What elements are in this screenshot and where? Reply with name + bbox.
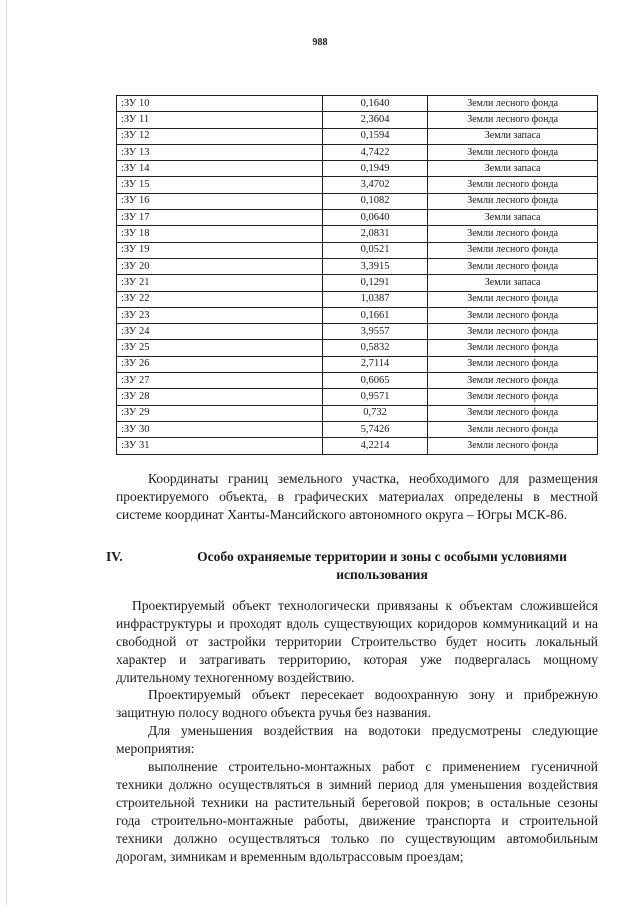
plot-category-cell: Земли лесного фонда [428,324,598,340]
plot-category-cell: Земли лесного фонда [428,421,598,437]
plot-id-cell: :ЗУ 11 [117,112,323,128]
plot-area-cell: 0,9571 [322,389,427,405]
plot-area-cell: 0,732 [322,405,427,421]
plot-category-cell: Земли лесного фонда [428,96,598,112]
table-row [117,242,598,258]
plot-area-cell: 0,1949 [322,161,427,177]
plot-category-cell: Земли лесного фонда [428,356,598,372]
plot-area-cell: 1,0387 [322,291,427,307]
table-row [117,405,598,421]
table-row [117,340,598,356]
plot-category-cell: Земли лесного фонда [428,112,598,128]
plot-category-cell: Земли лесного фонда [428,258,598,274]
land-plots-table-body [117,96,598,455]
plot-category-cell: Земли лесного фонда [428,226,598,242]
land-plots-table [116,95,598,455]
table-row [117,275,598,291]
plot-area-cell: 0,0640 [322,210,427,226]
plot-area-cell: 0,1661 [322,307,427,323]
plot-id-cell: :ЗУ 13 [117,144,323,160]
plot-category-cell: Земли лесного фонда [428,242,598,258]
plot-area-cell: 3,3915 [322,258,427,274]
plot-area-cell: 0,1291 [322,275,427,291]
section-number: IV. [106,549,123,564]
plot-id-cell: :ЗУ 29 [117,405,323,421]
plot-id-cell: :ЗУ 18 [117,226,323,242]
plot-category-cell: Земли запаса [428,128,598,144]
plot-category-cell: Земли лесного фонда [428,291,598,307]
plot-category-cell: Земли лесного фонда [428,193,598,209]
plot-id-cell: :ЗУ 20 [117,258,323,274]
plot-id-cell: :ЗУ 23 [117,307,323,323]
table-row [117,421,598,437]
table-row [117,112,598,128]
plot-id-cell: :ЗУ 26 [117,356,323,372]
plot-area-cell: 0,5832 [322,340,427,356]
table-row [117,258,598,274]
plot-category-cell: Земли запаса [428,161,598,177]
plot-category-cell: Земли лесного фонда [428,144,598,160]
plot-category-cell: Земли лесного фонда [428,405,598,421]
table-row [117,161,598,177]
table-row [117,193,598,209]
page-edge-line [6,0,7,905]
plot-area-cell: 0,1082 [322,193,427,209]
plot-id-cell: :ЗУ 24 [117,324,323,340]
body-paragraph: Проектируемый объект пересекает водоохранную зону и прибрежную защитную полосу водного объекта ручья без названия. [116,687,598,720]
section-title: Особо охраняемые территории и зоны с особыми условиями использования [197,549,567,582]
section-heading [106,548,598,584]
table-row [117,177,598,193]
plot-area-cell: 0,6065 [322,373,427,389]
table-row [117,438,598,454]
body-paragraph: Для уменьшения воздействия на водотоки предусмотрены следующие мероприятия: [116,723,598,756]
plot-id-cell: :ЗУ 31 [117,438,323,454]
plot-id-cell: :ЗУ 17 [117,210,323,226]
plot-area-cell: 2,7114 [322,356,427,372]
table-row [117,210,598,226]
table-row [117,373,598,389]
plot-area-cell: 0,0521 [322,242,427,258]
body-paragraph: Проектируемый объект технологически привязаны к объектам сложившейся инфраструктуры и проходят вдоль существующих коридоров коммуникаций и на свободной от застройки территории Строительство будет носить локальный характер и затрагивать территорию, которая уже подвергалась мощному длительному техногенному воздействию. [116,598,598,685]
plot-category-cell: Земли лесного фонда [428,307,598,323]
plot-id-cell: :ЗУ 27 [117,373,323,389]
plot-category-cell: Земли лесного фонда [428,389,598,405]
plot-id-cell: :ЗУ 28 [117,389,323,405]
plot-area-cell: 0,1640 [322,96,427,112]
plot-id-cell: :ЗУ 21 [117,275,323,291]
plot-id-cell: :ЗУ 30 [117,421,323,437]
table-row [117,356,598,372]
table-row [117,324,598,340]
page-number: 988 [312,37,328,48]
plot-category-cell: Земли запаса [428,210,598,226]
plot-id-cell: :ЗУ 19 [117,242,323,258]
plot-area-cell: 2,0831 [322,226,427,242]
table-row [117,128,598,144]
plot-id-cell: :ЗУ 15 [117,177,323,193]
plot-area-cell: 4,7422 [322,144,427,160]
plot-area-cell: 3,4702 [322,177,427,193]
table-row [117,307,598,323]
table-row [117,291,598,307]
plot-id-cell: :ЗУ 10 [117,96,323,112]
plot-id-cell: :ЗУ 14 [117,161,323,177]
plot-area-cell: 0,1594 [322,128,427,144]
plot-id-cell: :ЗУ 12 [117,128,323,144]
plot-id-cell: :ЗУ 16 [117,193,323,209]
plot-id-cell: :ЗУ 25 [117,340,323,356]
body-paragraph: выполнение строительно-монтажных работ с применением гусеничной техники должно осуществляться в зимний период для уменьшения воздействия строительной техники на растительный береговой покров; в остальные сезоны года строительно-монтажные работы, движение транспорта и строительной техники должно осуществляться только по существующим автомобильным дорогам, зимникам и временным вдольтрассовым проездам; [116,759,598,864]
table-row [117,96,598,112]
table-row [117,226,598,242]
coordinates-paragraph: Координаты границ земельного участка, необходимого для размещения проектируемого объекта, в графических материалах определены в местной системе координат Ханты-Мансийского автономного округа – Югры МСК-86. [116,471,598,522]
plot-area-cell: 5,7426 [322,421,427,437]
plot-category-cell: Земли лесного фонда [428,438,598,454]
table-row [117,389,598,405]
plot-category-cell: Земли лесного фонда [428,340,598,356]
plot-category-cell: Земли запаса [428,275,598,291]
plot-area-cell: 3,9557 [322,324,427,340]
plot-area-cell: 2,3604 [322,112,427,128]
plot-id-cell: :ЗУ 22 [117,291,323,307]
table-row [117,144,598,160]
plot-category-cell: Земли лесного фонда [428,373,598,389]
plot-area-cell: 4,2214 [322,438,427,454]
plot-category-cell: Земли лесного фонда [428,177,598,193]
